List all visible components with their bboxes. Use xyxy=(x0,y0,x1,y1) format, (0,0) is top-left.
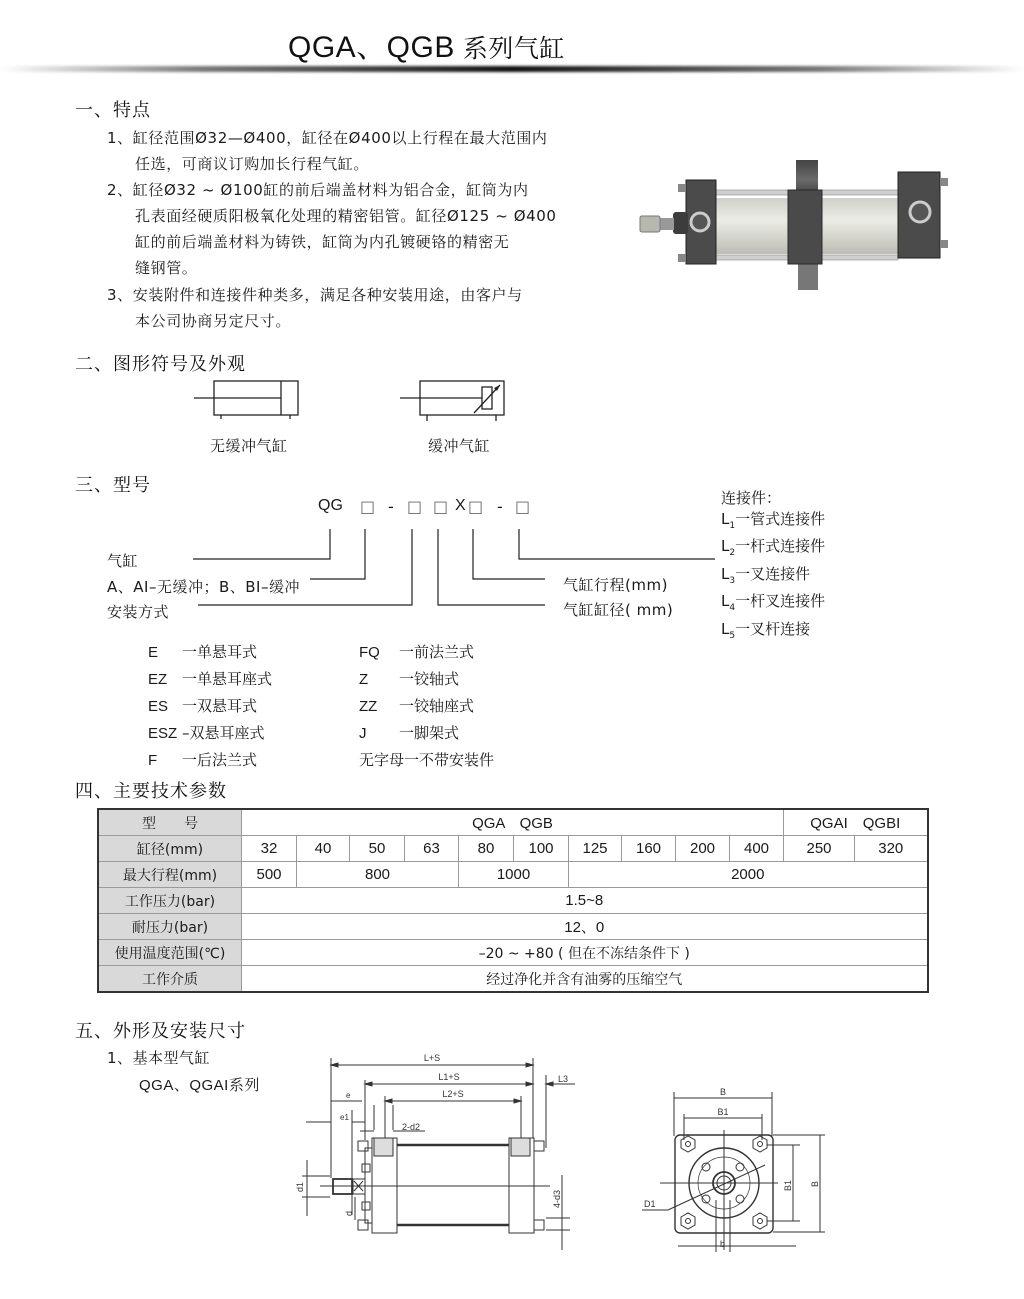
mount-item: EZ 一单悬耳座式 xyxy=(148,670,273,688)
mount-item: ESZ –双悬耳座式 xyxy=(148,724,265,742)
feature-line: 缸的前后端盖材料为铸铁，缸筒为内孔镀硬铬的精密无 xyxy=(135,233,510,251)
feature-line: 2、缸径Ø32 ~ Ø100缸的前后端盖材料为铝合金，缸筒为内 xyxy=(107,181,529,199)
bore-cell: 40 xyxy=(297,836,350,862)
label-mount: 安装方式 xyxy=(107,603,170,621)
row-label-model: 型 号 xyxy=(98,809,242,836)
bore-cell: 125 xyxy=(569,836,622,862)
symbol-caption-no-cushion: 无缓冲气缸 xyxy=(210,437,288,455)
dim-d1: d1 xyxy=(295,1181,305,1192)
bore-cell: 250 xyxy=(784,836,855,862)
stroke-cell: 800 xyxy=(297,862,459,888)
bore-cell: 32 xyxy=(242,836,297,862)
code-dash: - xyxy=(388,497,394,516)
mount-list-left xyxy=(148,639,272,774)
bore-cell: 400 xyxy=(730,836,784,862)
dim-b1-top: B1 xyxy=(717,1107,729,1117)
dim-4-d3: 4-d3 xyxy=(552,1189,562,1208)
stroke-cell: 1000 xyxy=(459,862,569,888)
cylinder-cushion-symbol-icon xyxy=(396,375,516,421)
dim-2-d2: 2-d2 xyxy=(402,1122,421,1132)
bore-cell: 50 xyxy=(350,836,405,862)
dim-b1-side: B1 xyxy=(783,1179,793,1191)
spec-table xyxy=(97,808,929,993)
section-heading-features: 一、特点 xyxy=(75,100,151,121)
table-row xyxy=(98,966,928,993)
cylinder-no-cushion-symbol-icon xyxy=(190,375,310,419)
dim-l3: L3 xyxy=(558,1074,569,1084)
proof-value: 12、0 xyxy=(242,914,928,940)
mount-list-right xyxy=(359,639,494,773)
code-box-stroke: □ xyxy=(468,497,484,516)
code-x: X xyxy=(455,497,466,514)
bore-cell: 100 xyxy=(514,836,569,862)
page-title xyxy=(288,22,565,66)
row-label-medium: 工作介质 xyxy=(98,966,242,993)
model-code xyxy=(318,497,343,515)
code-box-bore: □ xyxy=(433,497,449,516)
temp-value: –20 ~ +80 ( 但在不冻结条件下 ) xyxy=(242,940,928,966)
dim-l2-s: L2+S xyxy=(442,1089,464,1099)
dim-b-top: B xyxy=(719,1087,727,1097)
mount-item: Z 一铰轴式 xyxy=(359,670,460,688)
dim-l1-s: L1+S xyxy=(438,1072,460,1082)
cylinder-product-photo xyxy=(618,150,958,300)
bore-cell: 320 xyxy=(855,836,928,862)
bore-cell: 63 xyxy=(405,836,459,862)
feature-line: 3、安装附件和连接件种类多，满足各种安装用途，由客户与 xyxy=(107,286,523,304)
section-heading-dimensions: 五、外形及安装尺寸 xyxy=(75,1021,246,1042)
bore-cell: 200 xyxy=(676,836,730,862)
model-prefix: QG xyxy=(318,497,343,514)
label-stroke: 气缸行程(mm) xyxy=(563,576,668,594)
dim-b-small: b xyxy=(720,1239,726,1249)
dim-d: d xyxy=(344,1210,354,1216)
subheading-basic-cylinder: 1、基本型气缸 xyxy=(107,1049,211,1067)
table-row xyxy=(98,809,928,836)
dim-d1-front: D1 xyxy=(644,1199,656,1209)
title-latin: QGA、QGB xyxy=(288,31,455,64)
model-group-qgai-qgbi: QGAI QGBI xyxy=(784,809,928,836)
section-heading-symbols: 二、图形符号及外观 xyxy=(75,354,246,375)
label-cylinder: 气缸 xyxy=(107,552,139,570)
row-label-pressure: 工作压力(bar) xyxy=(98,888,242,914)
mount-item: ZZ 一铰轴座式 xyxy=(359,697,475,715)
table-row xyxy=(98,836,928,862)
medium-value: 经过净化并含有油雾的压缩空气 xyxy=(242,966,928,993)
label-bore: 气缸缸径( mm) xyxy=(563,601,674,619)
table-row xyxy=(98,914,928,940)
mount-item: 无字母一不带安装件 xyxy=(359,751,495,769)
table-row xyxy=(98,888,928,914)
feature-line: 孔表面经硬质阳极氧化处理的精密铝管。缸径Ø125 ~ Ø400 xyxy=(135,207,557,225)
mount-item: F 一后法兰式 xyxy=(148,751,258,769)
series-label: QGA、QGAI系列 xyxy=(139,1077,260,1094)
stroke-cell: 500 xyxy=(242,862,297,888)
connector-item: $L_2$一杆式连接件 xyxy=(721,537,826,558)
bore-cell: 80 xyxy=(459,836,514,862)
row-label-temp: 使用温度范围(℃) xyxy=(98,940,242,966)
feature-line: 本公司协商另定尺寸。 xyxy=(135,312,292,330)
connector-list xyxy=(721,488,825,646)
row-label-bore: 缸径(mm) xyxy=(98,836,242,862)
feature-line: 缝钢管。 xyxy=(135,259,198,277)
connector-item: $L_5$一叉杆连接 xyxy=(721,619,811,641)
mount-item: E 一单悬耳式 xyxy=(148,643,258,661)
connector-title: 连接件： xyxy=(721,489,782,507)
section-heading-specs: 四、主要技术参数 xyxy=(75,781,227,802)
code-box-mount: □ xyxy=(407,497,423,516)
side-view-dimension-drawing xyxy=(290,1040,590,1290)
front-view-dimension-drawing xyxy=(630,1070,850,1290)
dim-l-s: L+S xyxy=(423,1053,441,1063)
feature-line: 任选，可商议订购加长行程气缸。 xyxy=(135,155,370,173)
label-cushion: A、AI–无缓冲；B、BI–缓冲 xyxy=(107,578,300,596)
dim-e1: e1 xyxy=(340,1113,349,1122)
connector-item: $L_3$一叉连接件 xyxy=(721,564,811,586)
pressure-value: 1.5~8 xyxy=(242,888,928,914)
mount-item: FQ 一前法兰式 xyxy=(359,643,475,661)
connector-item: $L_4$一杆叉连接件 xyxy=(721,592,826,613)
title-chinese: 系列气缸 xyxy=(462,34,565,63)
table-row xyxy=(98,940,928,966)
table-row xyxy=(98,862,928,888)
dim-e: e xyxy=(346,1091,351,1100)
dim-b-side: B xyxy=(810,1180,820,1187)
mount-item: J 一脚架式 xyxy=(359,724,460,742)
connector-item: $L_1$一管式连接件 xyxy=(721,509,826,531)
code-box-connector: □ xyxy=(515,497,531,516)
code-dash: - xyxy=(497,497,503,516)
title-divider xyxy=(0,66,1024,72)
bore-cell: 160 xyxy=(622,836,676,862)
section-heading-model: 三、型号 xyxy=(75,475,151,496)
row-label-stroke: 最大行程(mm) xyxy=(98,862,242,888)
row-label-proof: 耐压力(bar) xyxy=(98,914,242,940)
model-group-qga-qgb: QGA QGB xyxy=(242,809,784,836)
symbol-caption-cushion: 缓冲气缸 xyxy=(428,437,491,455)
feature-line: 1、缸径范围Ø32—Ø400，缸径在Ø400以上行程在最大范围内 xyxy=(107,129,548,147)
code-box-series: □ xyxy=(360,497,376,516)
mount-item: ES 一双悬耳式 xyxy=(148,697,258,715)
stroke-cell: 2000 xyxy=(569,862,928,888)
